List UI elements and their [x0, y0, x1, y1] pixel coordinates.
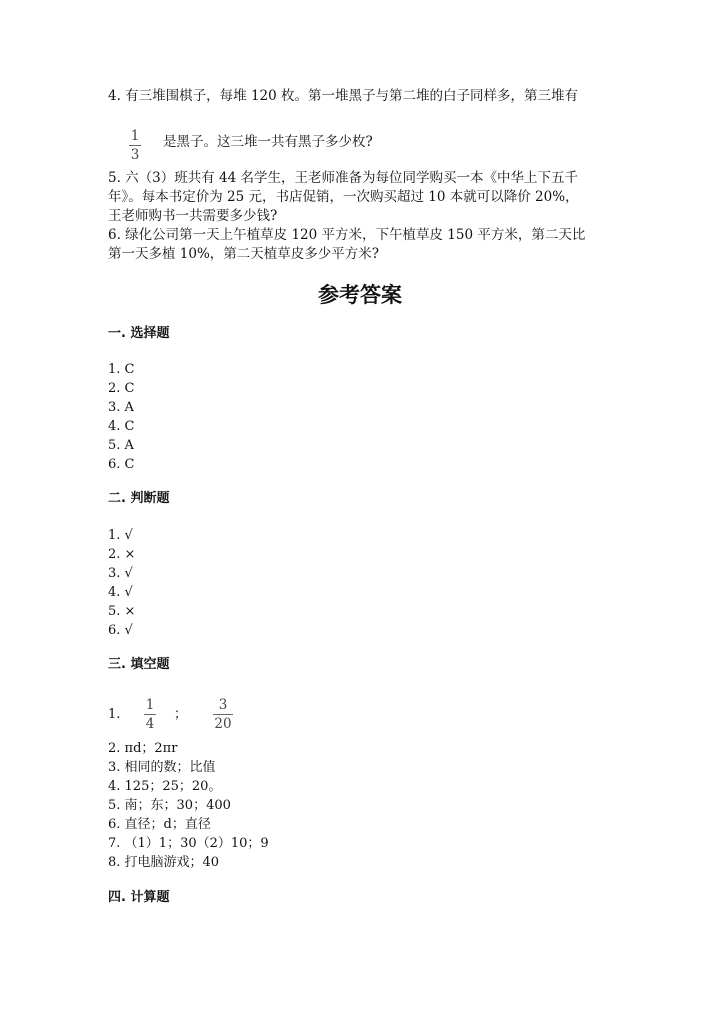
answer-item: 1. C [108, 362, 135, 377]
fraction-numerator: 1 [145, 697, 155, 713]
answer-item: 2. × [108, 547, 136, 562]
answer-item: 1. √ [108, 528, 133, 543]
answer-item: 6. C [108, 457, 135, 472]
section-heading-choice: 一. 选择题 [108, 326, 170, 341]
answer-item: 4. 125；25；20。 [108, 779, 222, 794]
section-heading-calculation: 四. 计算题 [108, 890, 170, 905]
answer-title: 参考答案 [318, 283, 402, 307]
answer-item: 8. 打电脑游戏；40 [108, 855, 220, 870]
problem-4-line-2: 是黑子。这三堆一共有黑子多少枚? [163, 134, 373, 150]
fraction-numerator: 1 [130, 128, 140, 144]
section-heading-fill-blank: 三. 填空题 [108, 657, 170, 672]
fraction-one-quarter [144, 697, 156, 732]
answer-item: 3. A [108, 400, 134, 415]
fraction-bar [144, 714, 156, 715]
answer-separator: ； [174, 707, 188, 722]
fraction-three-twentieths [213, 697, 233, 732]
problem-4-line-1: 4. 有三堆围棋子，每堆 120 枚。第一堆黑子与第二堆的白子同样多，第三堆有 [108, 88, 579, 104]
fraction-denominator: 20 [214, 716, 232, 732]
answer-item: 4. C [108, 419, 135, 434]
fraction-numerator: 3 [218, 697, 228, 713]
problem-6-line-1: 6. 绿化公司第一天上午植草皮 120 平方米，下午植草皮 150 平方米，第二天比 [108, 227, 586, 243]
fraction-denominator: 4 [145, 716, 155, 732]
answer-item: 5. × [108, 604, 136, 619]
problem-6-line-2: 第一天多植 10%，第二天植草皮多少平方米? [108, 246, 380, 262]
answer-item: 5. A [108, 438, 134, 453]
problem-5-line-1: 5. 六（3）班共有 44 名学生，王老师准备为每位同学购买一本《中华上下五千 [108, 170, 579, 186]
answer-item: 5. 南；东；30；400 [108, 798, 231, 813]
problem-5-line-2: 年》。每本书定价为 25 元，书店促销，一次购买超过 10 本就可以降价 20%， [108, 189, 579, 205]
answer-item: 2. C [108, 381, 135, 396]
answer-item: 7. （1）1；30（2）10；9 [108, 836, 269, 851]
answer-item: 2. πd；2πr [108, 741, 178, 756]
fraction-bar [213, 714, 233, 715]
problem-5-line-3: 王老师购书一共需要多少钱? [108, 208, 278, 224]
fraction-bar [129, 145, 141, 146]
section-heading-judgement: 二. 判断题 [108, 491, 170, 506]
answer-item: 4. √ [108, 585, 133, 600]
fraction-one-third [129, 128, 141, 163]
answer-item: 3. 相同的数；比值 [108, 760, 216, 775]
answer-item: 3. √ [108, 566, 133, 581]
fraction-denominator: 3 [130, 147, 140, 163]
answer-item-label: 1. [108, 707, 121, 722]
answer-item: 6. √ [108, 623, 133, 638]
answer-item: 6. 直径；d；直径 [108, 817, 211, 832]
